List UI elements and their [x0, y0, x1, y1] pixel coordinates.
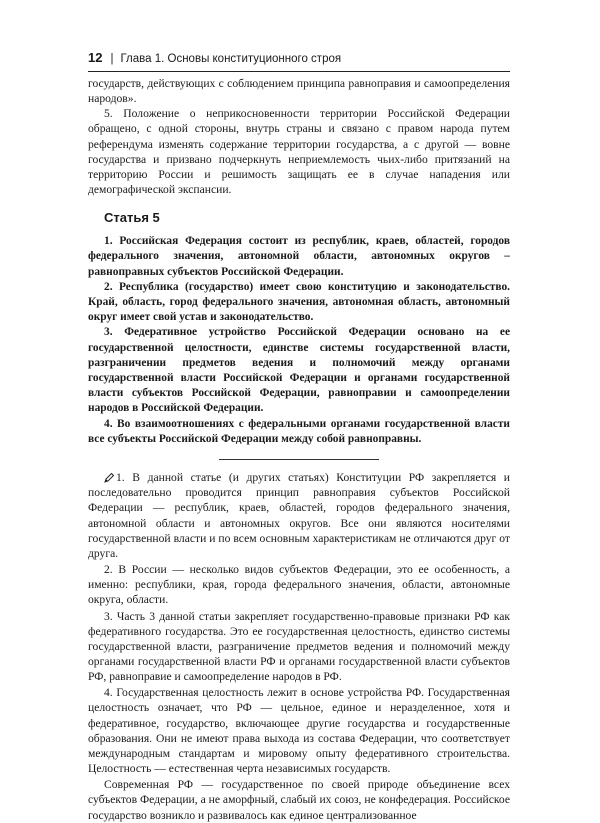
- article-part-2: 2. Республика (государство) имеет свою конституцию и законодательство. Край, область, город федерального значения, автономная область, автономный округ имеет свой устав и законодательство.: [88, 280, 510, 324]
- commentary: [88, 470, 510, 823]
- page-body: [88, 76, 510, 823]
- article-part-1: 1. Российская Федерация состоит из республик, краев, областей, городов федерального значения, автономной области, автономных округов – равноправных субъектов Российской Федерации.: [88, 235, 510, 278]
- article-title: Статья 5: [104, 210, 160, 226]
- running-head-separator: |: [110, 53, 114, 65]
- chapter-title: Глава 1. Основы конституционного строя: [120, 53, 342, 65]
- paragraph-5: 5. Положение о неприкосновенности территории Российской Федерации обращено, с одной стороны, внутрь страны и связано с правом народа путем референдума изменять содержание территории государства, а с другой — вовне государства и призвано подчеркнуть неприемлемость чьих-либо притязаний на территорию России и решимость защищать ее в случае нападения или демографической экспансии.: [88, 107, 510, 197]
- article-part-3: 3. Федеративное устройство Российской Федерации основано на ее государственной целостности, единстве системы государственной власти, разграничении предметов ведения и полномочий между органами государственной власти Российской Федерации и органами государственной власти субъектов Российской Федерации, равноправии и самоопределении народов в Российской Федерации.: [88, 326, 510, 415]
- article-text: [88, 234, 510, 447]
- commentary-paragraph-1: [88, 470, 510, 561]
- article-part-4: 4. Во взаимоотношениях с федеральными органами государственной власти все субъекты Российской Федерации между собой равноправны.: [88, 417, 510, 445]
- header-rule: [88, 71, 510, 72]
- page-number: 12: [88, 50, 103, 65]
- commentary-paragraph-2: 2. В России — несколько видов субъектов Федерации, это ее особенность, а именно: республики, края, города федерального значения, области, автономные округа, области.: [88, 563, 510, 607]
- pencil-icon: [104, 470, 116, 485]
- continuation-paragraph: государств, действующих с соблюдением принципа равноправия и самоопределения народов».: [88, 77, 510, 106]
- running-head: [88, 50, 508, 67]
- commentary-paragraph-3: 3. Часть 3 данной статьи закрепляет государственно-правовые признаки РФ как федеративного государства. Это ее государственная целостность, единство системы государственной власти, разграничение предметов ведения и полномочий между органами государственной власти РФ и органами государственной власти субъектов РФ, равноправие и самоопределение народов в РФ.: [88, 609, 510, 684]
- commentary-paragraph-4: 4. Государственная целостность лежит в основе устройства РФ. Государственная целостность означает, что РФ — цельное, единое и неразделенное, хотя и федеративное, государство, включающее другие государства и государственные образования. Они не имеют права выхода из состава Федерации, что соответствует международным стандартам и мировому опыту федеративного строительства. Целостность — естественная черта независимых государств.: [88, 686, 510, 776]
- commentary-text-1: 1. В данной статье (и других статьях) Конституции РФ закрепляется и последовательно проводится принцип равноправия субъектов Российской Федерации — республик, краев, областей, городов федерального значения, автономной области и автономных округов. Все они являются носителями государственной власти и по всем основным характеристикам не отличаются друг от друга.: [88, 471, 510, 560]
- commentary-paragraph-5: Современная РФ — государственное по своей природе объединение всех субъектов Федерации, а не аморфный, слабый их союз, не конфедерация. Российское государство возникло и развивалось как единое централизованное: [88, 778, 510, 822]
- section-divider: [219, 459, 379, 460]
